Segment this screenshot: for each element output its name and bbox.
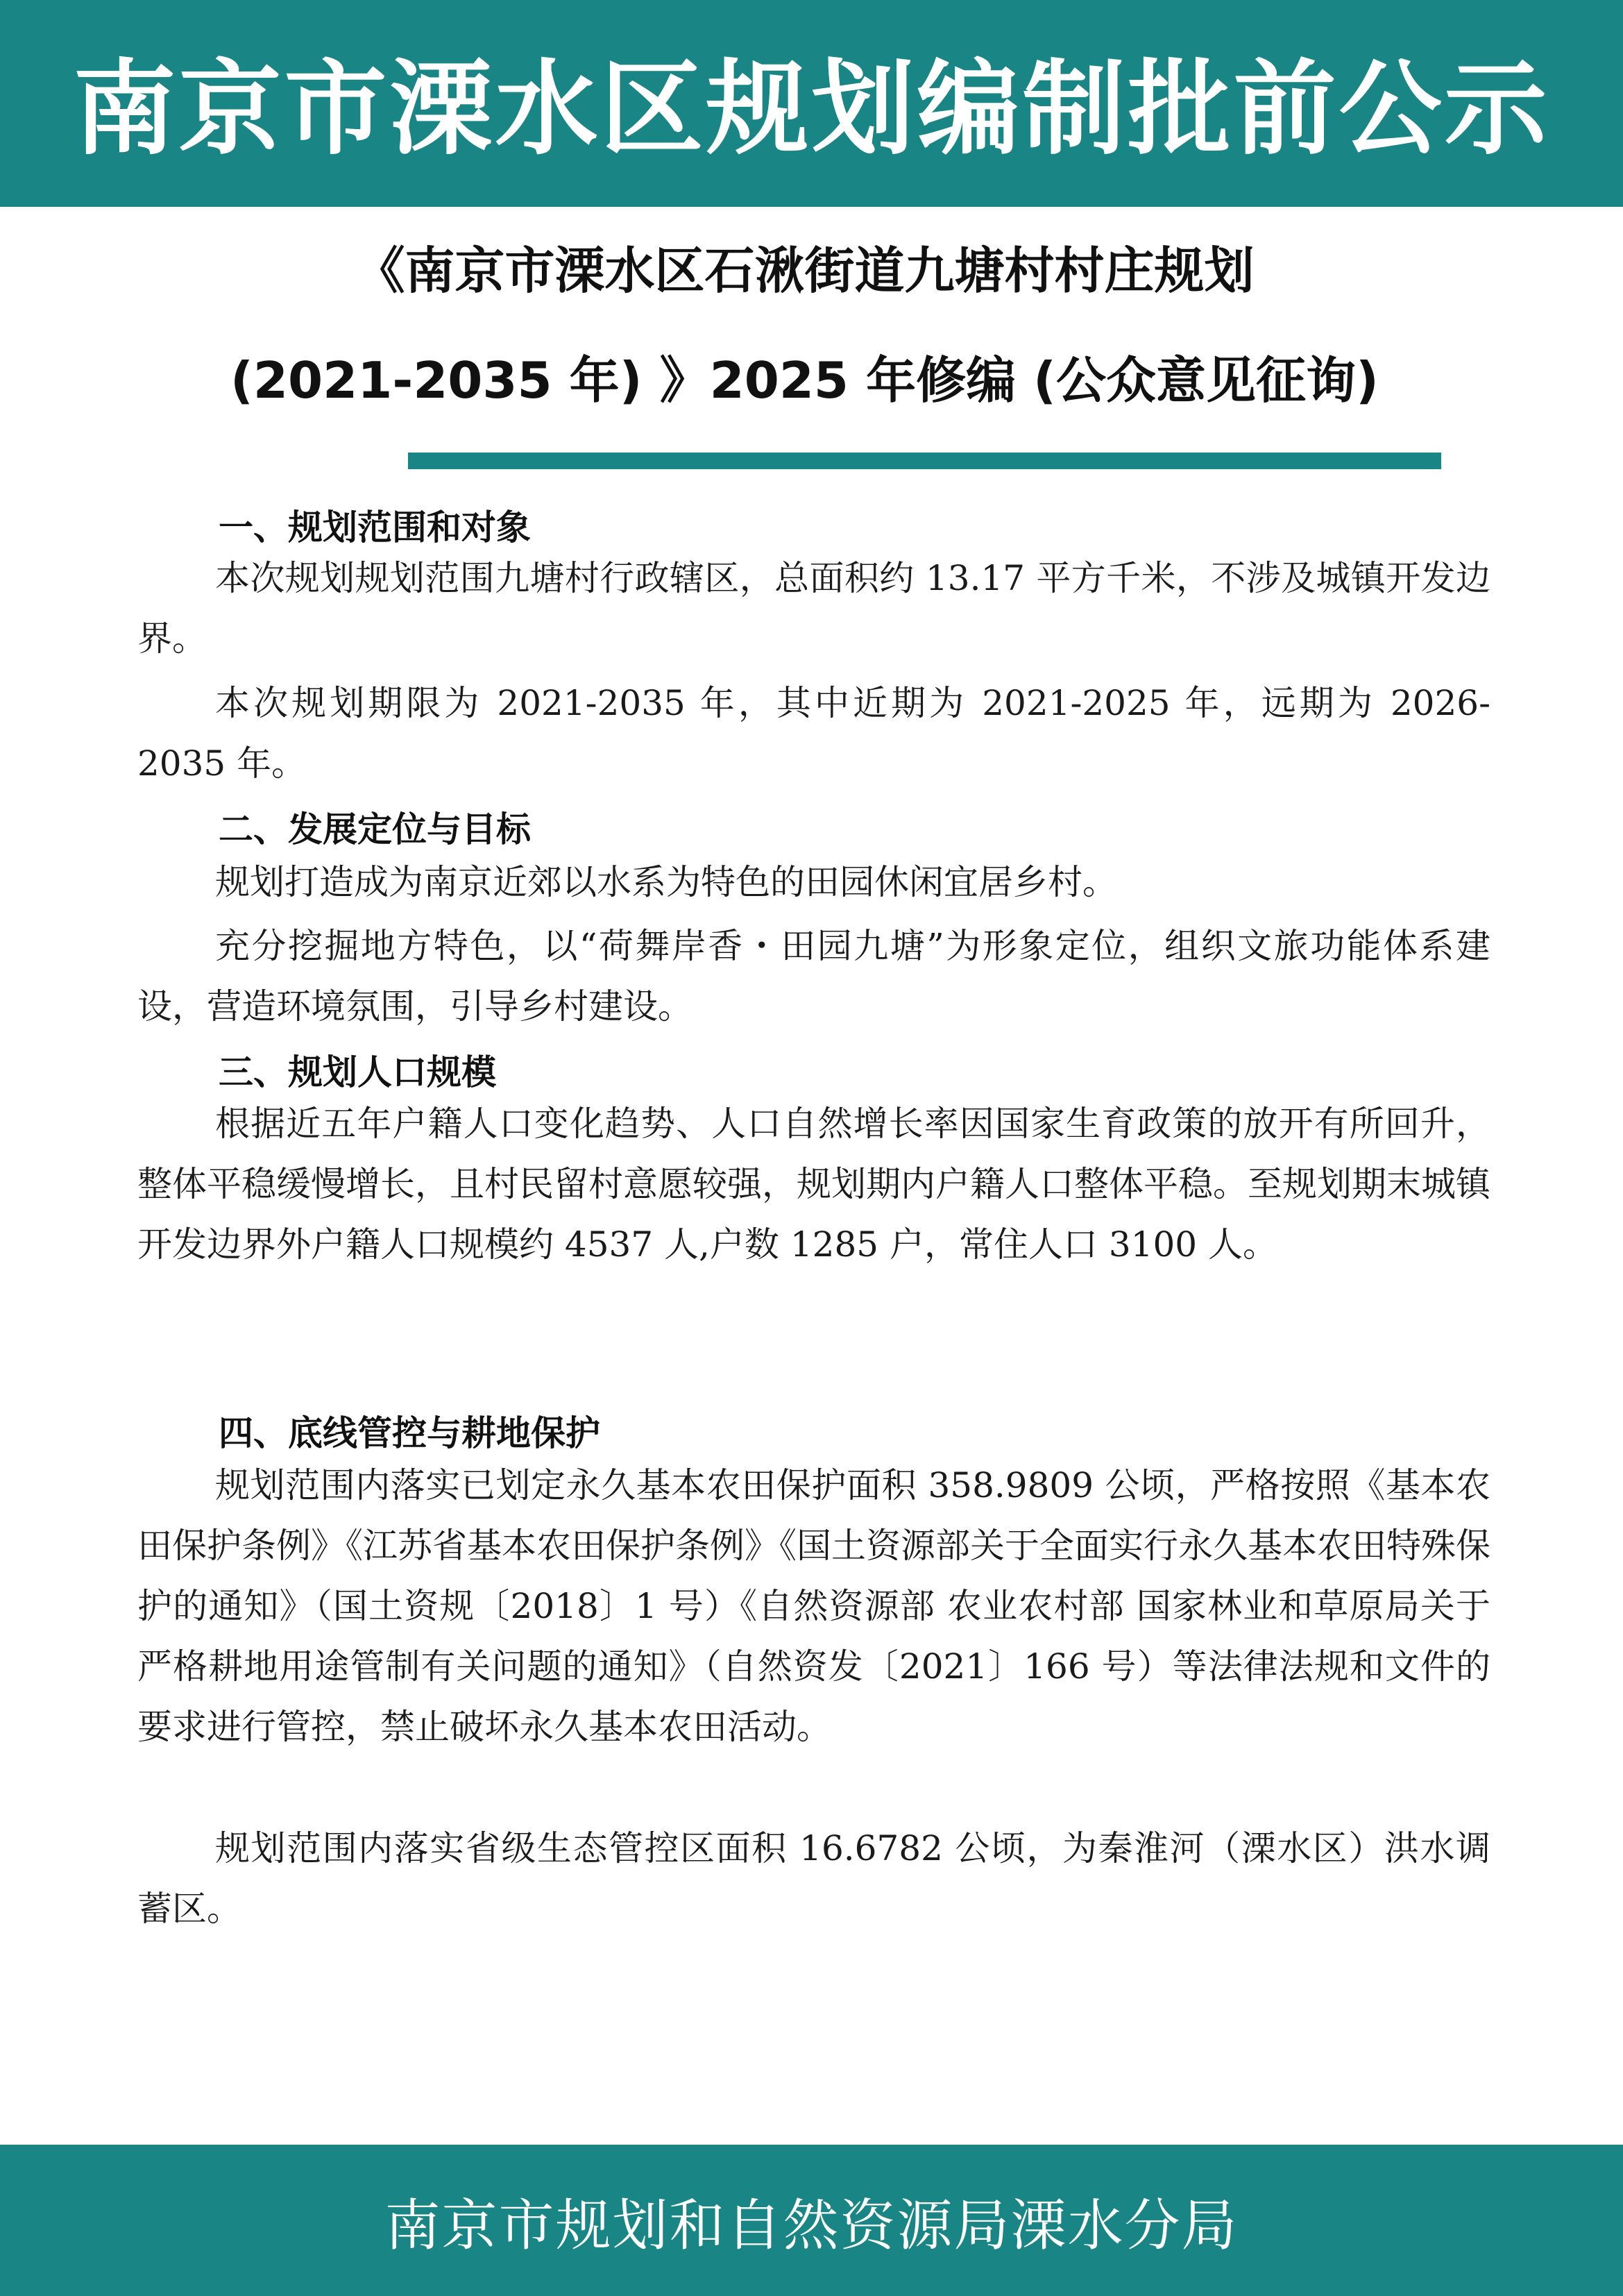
paragraph-ecological-control: 规划范围内落实省级生态管控区面积 16.6782 公顷，为秦淮河（溧水区）洪水调蓄区。 [137, 1828, 1490, 1929]
header-band [0, 0, 1623, 207]
paragraph-positioning-image: 充分挖掘地方特色，以“荷舞岸香・田园九塘”为形象定位，组织文旅功能体系建设，营造环境氛围，引导乡村建设。 [137, 926, 1490, 1027]
paragraph-farmland-protection: 规划范围内落实已划定永久基本农田保护面积 358.9809 公顷，严格按照《基本农田保护条例》《江苏省基本农田保护条例》《国土资源部关于全面实行永久基本农田特殊保护的通知》（国土资规〔2018〕1 号）《自然资源部 农业农村部 国家林业和草原局关于严格耕地用途管制有关问题的通知》（自然资发〔2021〕166 号）等法律法规和文件的要求进行管控，禁止破坏永久基本农田活动。 [137, 1465, 1490, 1747]
page-title: 南京市溧水区规划编制批前公示 [73, 49, 1550, 169]
paragraph-positioning-goal: 规划打造成为南京近郊以水系为特色的田园休闲宜居乡村。 [215, 862, 1117, 902]
document-title-line1: 《南京市溧水区石湫街道九塘村村庄规划 [355, 242, 1255, 300]
document-title-line2: (2021-2035 年) 》2025 年修编 (公众意见征询) [230, 351, 1379, 410]
section-heading-positioning: 二、发展定位与目标 [219, 809, 531, 850]
section-heading-population: 三、规划人口规模 [219, 1052, 496, 1092]
section-heading-farmland: 四、底线管控与耕地保护 [219, 1413, 600, 1453]
footer-band [0, 2145, 1623, 2296]
section-heading-scope: 一、规划范围和对象 [219, 507, 531, 548]
issuing-authority: 南京市规划和自然资源局溧水分局 [384, 2193, 1239, 2258]
title-divider [408, 453, 1441, 469]
paragraph-population: 根据近五年户籍人口变化趋势、人口自然增长率因国家生育政策的放开有所回升，整体平稳缓慢增长，且村民留村意愿较强，规划期内户籍人口整体平稳。至规划期末城镇开发边界外户籍人口规模约 4537 人,户数 1285 户，常住人口 3100 人。 [137, 1104, 1490, 1265]
paragraph-scope-area: 本次规划规划范围九塘村行政辖区，总面积约 13.17 平方千米，不涉及城镇开发边界。 [137, 558, 1490, 659]
paragraph-scope-period: 本次规划期限为 2021-2035 年，其中近期为 2021-2025 年，远期为 2026-2035 年。 [137, 683, 1490, 784]
